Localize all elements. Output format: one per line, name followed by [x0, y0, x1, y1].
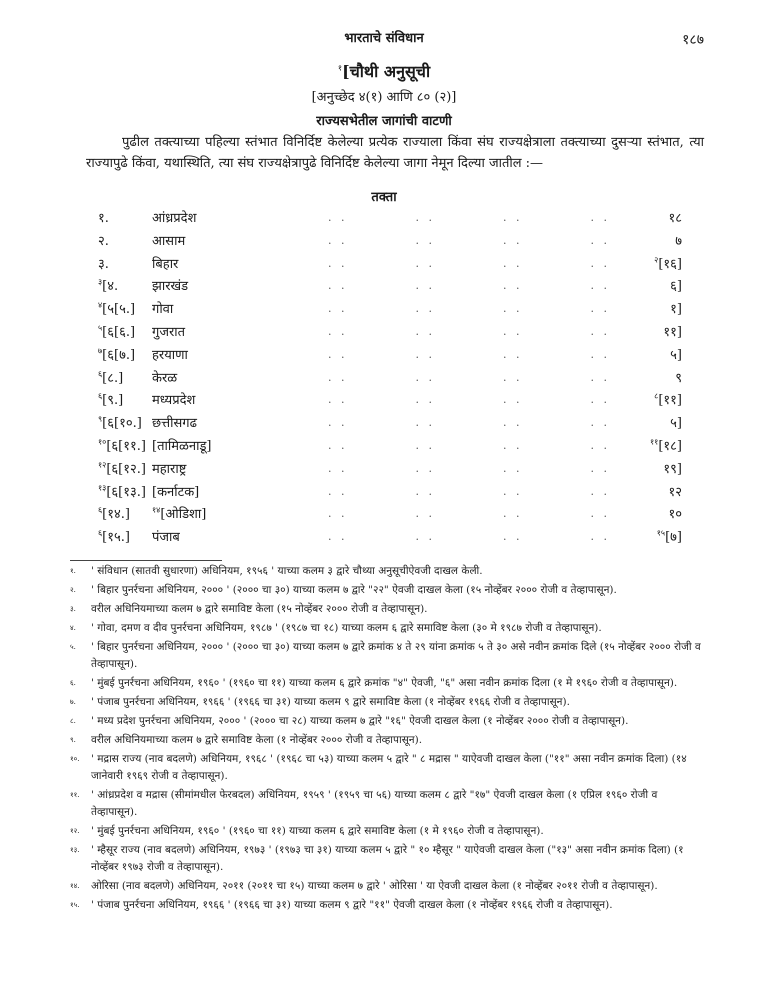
row-number: [98, 299, 135, 317]
footnote-number: १०.: [70, 755, 80, 763]
footnote: [70, 787, 704, 821]
row-number: [98, 208, 109, 226]
leader-dot-group: . .: [503, 530, 523, 544]
leader-dot-group: . .: [415, 211, 435, 224]
row-number-text: [४.: [102, 279, 119, 295]
row-number: [98, 322, 135, 340]
footnote-number: ३.: [70, 605, 76, 613]
state-marker: १४: [152, 506, 161, 516]
footnote-text: ' संविधान (सातवी सुधारणा) अधिनियम, १९५६ ' याच्या कलम ३ द्वारे चौथ्या अनुसूचीऐवजी दाखल केली.: [91, 565, 483, 577]
state-name-text: आंध्रप्रदेश: [152, 211, 197, 226]
footnote-text: ' म्हैसूर राज्य (नाव बदलणे) अधिनियम, १९७३ ' (१९७३ चा ३१) याच्या कलम ५ द्वारे " १० म्हैसूर " याऐवजी दाखल केला ("१३" असा नवीन क्रमांक दिला) (१ नोव्हेंबर १९७३ रोजी व तेव्हापासून).: [91, 844, 684, 873]
leader-dot-group: . .: [415, 438, 435, 452]
leader-dot-group: . .: [503, 484, 523, 498]
leader-dot-group: . .: [503, 438, 523, 452]
leader-dot-group: . .: [328, 438, 348, 452]
running-title: भारताचे संविधान: [344, 31, 424, 46]
seat-count-text: १८: [668, 211, 682, 226]
leader-dot-group: . .: [590, 279, 610, 293]
leader-dot-group: . .: [415, 484, 435, 498]
table-row: [0, 501, 768, 524]
row-number: [98, 482, 146, 500]
leader-dots: [328, 211, 610, 224]
seat-count-marker: ८: [654, 392, 659, 402]
leader-dot-group: . .: [328, 324, 348, 338]
footnote-text: ओरिसा (नाव बदलणे) अधिनियम, २०११ (२०११ चा १५) याच्या कलम ७ द्वारे ' ओरिसा ' या ऐवजी दाखल केला (१ नोव्हेंबर २०११ रोजी व तेव्हापासून).: [91, 880, 658, 892]
leader-dot-group: . .: [590, 484, 610, 498]
leader-dot-group: . .: [415, 302, 435, 316]
seat-count: [675, 231, 682, 249]
seat-count-text: ११]: [663, 324, 682, 340]
seat-count-text: ७: [675, 233, 682, 249]
row-number-text: [५[५.]: [102, 302, 136, 318]
table-row: [0, 205, 768, 228]
title-footnote-marker: १: [337, 63, 343, 73]
state-name: [152, 208, 196, 226]
seat-count: [668, 208, 682, 226]
intro-paragraph: पुढील तक्त्याच्या पहिल्या स्तंभात विनिर्दिष्ट केलेल्या प्रत्येक राज्याला किंवा संघ राज्यक्षेत्राला तक्त्याच्या दुसऱ्या स्तंभात, त्या राज्यापुढे किंवा, यथास्थिति, त्या संघ राज्यक्षेत्रापुढे विनिर्दिष्ट केलेल्या जागा नेमून दिल्या जातील :—: [86, 135, 704, 171]
state-name-text: [कर्नाटक]: [152, 484, 200, 500]
row-number-text: [९.]: [102, 393, 124, 409]
footnote: [70, 878, 704, 895]
row-number: [98, 436, 146, 454]
row-number-text: [६[१२.]: [106, 461, 146, 477]
footnote: [70, 713, 704, 730]
state-name-text: आसाम: [152, 233, 186, 249]
state-name-text: बिहार: [152, 256, 179, 272]
table-row: [0, 410, 768, 433]
leader-dot-group: . .: [328, 256, 348, 270]
state-name-text: केरळ: [152, 370, 178, 386]
seat-count: [654, 254, 682, 272]
row-number-text: २.: [98, 233, 109, 249]
state-name: [152, 459, 186, 477]
seat-count-text: १०: [668, 507, 682, 523]
row-number-marker: १२: [98, 460, 107, 470]
footnote-number: १२.: [70, 827, 80, 835]
footnote: [70, 582, 704, 599]
leader-dots: [328, 462, 610, 475]
row-number: [98, 413, 142, 431]
state-name-text: गुजरात: [152, 324, 186, 340]
leader-dot-group: . .: [503, 416, 523, 430]
leader-dot-group: . .: [328, 279, 348, 293]
row-number: [98, 527, 130, 545]
row-number-text: [१४.]: [102, 507, 130, 523]
row-number-text: ३.: [98, 256, 109, 272]
leader-dot-group: . .: [503, 370, 523, 384]
leader-dot-group: . .: [503, 256, 523, 270]
leader-dots: [328, 530, 610, 543]
row-number-marker: ६: [98, 506, 103, 516]
leader-dot-group: . .: [328, 370, 348, 384]
leader-dot-group: . .: [415, 370, 435, 384]
row-number-text: [६[७.]: [102, 347, 136, 363]
leader-dot-group: . .: [328, 461, 348, 475]
footnote-text: ' बिहार पुनर्रचना अधिनियम, २००० ' (२००० चा ३०) याच्या कलम ७ द्वारे क्रमांक ४ ते २९ यांना क्रमांक ५ ते ३० असे नवीन क्रमांक दिले (१५ नोव्हेंबर २००० रोजी व तेव्हापासून).: [91, 641, 701, 670]
leader-dots: [328, 325, 610, 338]
footnote-number: १३.: [70, 846, 80, 854]
seat-count-text: १९]: [663, 461, 682, 477]
leader-dot-group: . .: [590, 530, 610, 544]
leader-dot-group: . .: [415, 347, 435, 361]
row-number-text: [८.]: [102, 370, 124, 386]
seat-count: [663, 459, 682, 477]
footnote: [70, 563, 704, 580]
seat-count: [668, 482, 682, 500]
row-number: [98, 276, 118, 294]
state-name-text: [ओडिशा]: [160, 507, 207, 523]
state-name-text: [तामिळनाडू]: [152, 438, 212, 454]
row-number-marker: १०: [98, 437, 107, 447]
state-name: [152, 482, 199, 500]
leader-dot-group: . .: [328, 416, 348, 430]
row-number-marker: ७: [98, 346, 103, 356]
seat-count-text: ५]: [670, 416, 682, 432]
leader-dot-group: . .: [503, 347, 523, 361]
table-row: [0, 319, 768, 342]
leader-dot-group: . .: [328, 347, 348, 361]
state-name: [152, 254, 178, 272]
footnote-text: ' आंध्रप्रदेश व मद्रास (सीमांमधील फेरबदल) अधिनियम, १९५९ ' (१९५९ चा ५६) याच्या कलम ८ द्वारे "१७" ऐवजी दाखल केला (१ एप्रिल १९६० रोजी व तेव्हापासून).: [91, 789, 658, 818]
leader-dot-group: . .: [503, 302, 523, 316]
leader-dot-group: . .: [415, 416, 435, 430]
seat-count: [670, 276, 682, 294]
seat-count: [668, 504, 682, 522]
leader-dot-group: . .: [503, 507, 523, 521]
table-row: [0, 524, 768, 547]
seat-count-marker: ११: [650, 437, 659, 447]
state-name: [152, 504, 206, 522]
leader-dots: [328, 439, 610, 452]
row-number-marker: १३: [98, 483, 107, 493]
table-row: [0, 456, 768, 479]
leader-dot-group: . .: [590, 461, 610, 475]
state-name: [152, 527, 180, 545]
row-number: [98, 459, 146, 477]
footnote-number: २.: [70, 586, 76, 594]
state-name: [152, 345, 188, 363]
row-number: [98, 504, 130, 522]
state-name: [152, 276, 188, 294]
table-title: तक्ता: [371, 190, 397, 205]
leader-dot-group: . .: [590, 211, 610, 224]
row-number-text: [६[६.]: [102, 324, 136, 340]
footnote-text: ' पंजाब पुनर्रचना अधिनियम, १९६६ ' (१९६६ चा ३१) याच्या कलम ९ द्वारे "११" ऐवजी दाखल केला (१ नोव्हेंबर १९६६ रोजी व तेव्हापासून).: [91, 899, 613, 911]
leader-dots: [328, 507, 610, 520]
leader-dots: [328, 234, 610, 247]
leader-dots: [328, 279, 610, 292]
table-row: [0, 273, 768, 296]
footnote: [70, 897, 704, 914]
leader-dot-group: . .: [415, 393, 435, 407]
footnote-number: ४.: [70, 624, 76, 632]
state-name-text: झारखंड: [152, 279, 189, 295]
leader-dot-group: . .: [328, 233, 348, 247]
seat-count: [650, 436, 682, 454]
footnote-text: ' गोवा, दमण व दीव पुनर्रचना अधिनियम, १९८७ ' (१९८७ चा १८) याच्या कलम ६ द्वारे समाविष्ट केला (३० मे १९८७ रोजी व तेव्हापासून).: [91, 622, 602, 634]
row-number-text: [६[१०.]: [102, 416, 142, 432]
leader-dot-group: . .: [415, 233, 435, 247]
leader-dot-group: . .: [415, 256, 435, 270]
footnote-number: ५.: [70, 643, 76, 651]
seat-count-text: ९: [675, 370, 682, 386]
table-row: [0, 479, 768, 502]
footnote-number: ११.: [70, 791, 80, 799]
allocation-table: [0, 205, 768, 547]
leader-dots: [328, 257, 610, 270]
footnote-number: ९.: [70, 736, 76, 744]
footnote: [70, 732, 704, 749]
seat-count-text: [११]: [658, 393, 682, 409]
section-heading: राज्यसभेतील जागांची वाटणी: [316, 114, 452, 129]
seat-count: [663, 322, 682, 340]
table-row: [0, 228, 768, 251]
leader-dots: [328, 302, 610, 315]
leader-dot-group: . .: [590, 256, 610, 270]
row-number: [98, 390, 123, 408]
seat-count-text: १२: [668, 484, 682, 500]
leader-dot-group: . .: [328, 211, 348, 224]
seat-count: [654, 390, 682, 408]
seat-count: [670, 345, 682, 363]
seat-count-marker: १५: [656, 528, 666, 538]
leader-dots: [328, 416, 610, 429]
row-number: [98, 345, 135, 363]
state-name: [152, 436, 211, 454]
footnote-text: ' बिहार पुनर्रचना अधिनियम, २००० ' (२००० चा ३०) याच्या कलम ७ द्वारे "२२" ऐवजी दाखल केला (१५ नोव्हेंबर २००० रोजी व तेव्हापासून).: [91, 584, 617, 596]
leader-dot-group: . .: [590, 324, 610, 338]
footnote: [70, 675, 704, 692]
row-number: [98, 231, 109, 249]
state-name: [152, 231, 185, 249]
footnote: [70, 751, 704, 785]
footnote: [70, 842, 704, 876]
seat-count: [670, 299, 682, 317]
page-number: १८७: [682, 32, 704, 48]
state-name: [152, 413, 197, 431]
leader-dot-group: . .: [590, 507, 610, 521]
footnotes: [70, 563, 704, 916]
seat-count: [675, 368, 682, 386]
leader-dot-group: . .: [590, 438, 610, 452]
seat-count-text: [७]: [665, 530, 682, 546]
state-name-text: पंजाब: [152, 530, 180, 546]
row-number-marker: ३: [98, 278, 103, 288]
leader-dot-group: . .: [328, 484, 348, 498]
footnote-separator: [70, 560, 222, 561]
footnote-text: ' मध्य प्रदेश पुनर्रचना अधिनियम, २००० ' (२००० चा २८) याच्या कलम ७ द्वारे "१६" ऐवजी दाखल केला (१ नोव्हेंबर २००० रोजी व तेव्हापासून).: [91, 715, 629, 727]
seat-count-marker: २: [654, 255, 659, 265]
leader-dot-group: . .: [503, 324, 523, 338]
schedule-title: [0, 60, 768, 82]
article-reference: [अनुच्छेद ४(१) आणि ८० (२)]: [311, 90, 457, 105]
table-row: [0, 251, 768, 274]
seat-count: [657, 527, 682, 545]
leader-dot-group: . .: [328, 530, 348, 544]
state-name-text: हरयाणा: [152, 347, 188, 363]
leader-dots: [328, 348, 610, 361]
seat-count-text: ५]: [670, 347, 682, 363]
footnote-number: १५.: [70, 901, 80, 909]
state-name: [152, 390, 195, 408]
state-name-text: गोवा: [152, 302, 174, 318]
footnote-number: १४.: [70, 882, 80, 890]
row-number: [98, 254, 109, 272]
leader-dot-group: . .: [415, 279, 435, 293]
footnote-text: वरील अधिनियमाच्या कलम ७ द्वारे समाविष्ट केला (१५ नोव्हेंबर २००० रोजी व तेव्हापासून).: [91, 603, 428, 615]
leader-dot-group: . .: [590, 393, 610, 407]
seat-count: [670, 413, 682, 431]
seat-count-text: [१८]: [658, 438, 682, 454]
seat-count-text: १]: [670, 302, 682, 318]
row-number-marker: ६: [98, 369, 103, 379]
footnote-text: ' मुंबई पुनर्रचना अधिनियम, १९६० ' (१९६० चा ११) याच्या कलम ६ द्वारे क्रमांक "४" ऐवजी, "६" असा नवीन क्रमांक दिला (१ मे १९६० रोजी व तेव्हापासून).: [91, 677, 678, 689]
leader-dot-group: . .: [415, 461, 435, 475]
row-number-marker: ९: [98, 414, 103, 424]
table-row: [0, 387, 768, 410]
leader-dot-group: . .: [590, 302, 610, 316]
state-name: [152, 299, 173, 317]
footnote-text: ' पंजाब पुनर्रचना अधिनियम, १९६६ ' (१९६६ चा ३१) याच्या कलम ९ द्वारे समाविष्ट केला (१ नोव्हेंबर १९६६ रोजी व तेव्हापासून).: [91, 696, 570, 708]
state-name: [152, 322, 185, 340]
footnote: [70, 620, 704, 637]
footnote-number: १.: [70, 567, 76, 575]
leader-dots: [328, 371, 610, 384]
row-number-text: [६[१३.]: [106, 484, 146, 500]
leader-dot-group: . .: [503, 461, 523, 475]
leader-dot-group: . .: [590, 233, 610, 247]
footnote-text: ' मुंबई पुनर्रचना अधिनियम, १९६० ' (१९६० चा ११) याच्या कलम ६ द्वारे समाविष्ट केला (१ मे १९६० रोजी व तेव्हापासून).: [91, 825, 544, 837]
leader-dot-group: . .: [328, 393, 348, 407]
leader-dots: [328, 393, 610, 406]
leader-dot-group: . .: [503, 211, 523, 224]
row-number-text: [६[११.]: [106, 438, 146, 454]
leader-dot-group: . .: [415, 507, 435, 521]
leader-dot-group: . .: [503, 279, 523, 293]
footnote-number: ७.: [70, 698, 76, 706]
state-name: [152, 368, 177, 386]
row-number-marker: ५: [98, 323, 103, 333]
leader-dot-group: . .: [503, 393, 523, 407]
leader-dots: [328, 485, 610, 498]
state-name-text: महाराष्ट्र: [152, 461, 187, 477]
leader-dot-group: . .: [328, 302, 348, 316]
table-row: [0, 365, 768, 388]
leader-dot-group: . .: [590, 416, 610, 430]
row-number-text: १.: [98, 211, 109, 226]
footnote-number: ६.: [70, 679, 76, 687]
leader-dot-group: . .: [415, 530, 435, 544]
leader-dot-group: . .: [328, 507, 348, 521]
footnote: [70, 639, 704, 673]
leader-dot-group: . .: [590, 370, 610, 384]
footnote-text: ' मद्रास राज्य (नाव बदलणे) अधिनियम, १९६८ ' (१९६८ चा ५३) याच्या कलम ५ द्वारे " ८ मद्रास " याऐवजी दाखल केला ("११" असा नवीन क्रमांक दिला) (१४ जानेवारी १९६९ रोजी व तेव्हापासून).: [91, 753, 687, 782]
footnote-text: वरील अधिनियमाच्या कलम ७ द्वारे समाविष्ट केला (१ नोव्हेंबर २००० रोजी व तेव्हापासून).: [91, 734, 423, 746]
state-name-text: मध्यप्रदेश: [152, 393, 196, 409]
title-text: [चौथी अनुसूची: [342, 62, 431, 81]
footnote: [70, 823, 704, 840]
row-number-marker: ६: [98, 528, 103, 538]
table-row: [0, 296, 768, 319]
footnote: [70, 694, 704, 711]
seat-count-text: ६]: [670, 279, 682, 295]
row-number: [98, 368, 123, 386]
leader-dot-group: . .: [415, 324, 435, 338]
seat-count-text: [१६]: [658, 256, 682, 272]
table-row: [0, 342, 768, 365]
table-row: [0, 433, 768, 456]
leader-dot-group: . .: [503, 233, 523, 247]
state-name-text: छत्तीसगढ: [152, 416, 197, 432]
footnote-number: ८.: [70, 717, 76, 725]
footnote: [70, 601, 704, 618]
row-number-marker: ४: [98, 300, 103, 310]
leader-dot-group: . .: [590, 347, 610, 361]
row-number-marker: ६: [98, 392, 103, 402]
row-number-text: [१५.]: [102, 530, 130, 546]
